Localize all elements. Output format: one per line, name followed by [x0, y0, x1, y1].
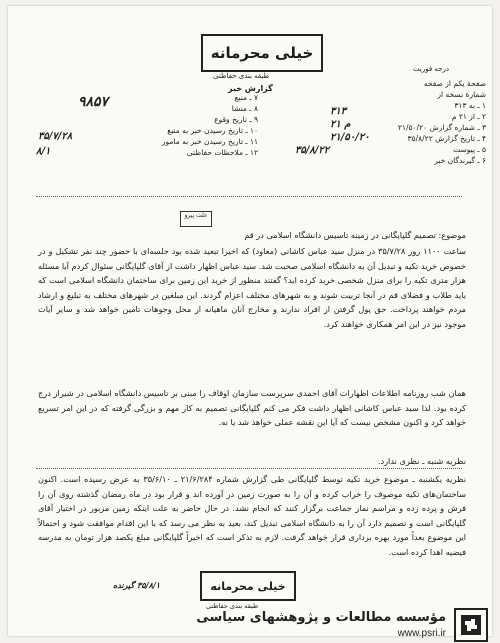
- form-field: ۱۱ ـ تاریخ رسیدن خبر به مامور: [161, 137, 258, 146]
- form-field: شمارهٔ نسخه از: [437, 90, 486, 99]
- classification-stamp-bottom: خیلی محرمانه: [200, 571, 296, 601]
- handwritten-report-number: ۲۱/۵۰/۲۰: [330, 132, 370, 143]
- handwritten-agent-date: ۸/۱: [36, 146, 51, 157]
- classification-label-bottom: طبقه بندی حفاظتی: [206, 602, 259, 610]
- institute-watermark-title: مؤسسه مطالعات و پژوهشهای سیاسی: [196, 610, 446, 625]
- form-field: ۳ ـ شماره گزارش ۲۱/۵۰/۲۰: [397, 123, 486, 132]
- handwritten-recipient: ۳۱۳: [330, 106, 347, 117]
- institute-logo-icon: [454, 608, 488, 642]
- form-field: ۴ ـ تاریخ گزارش ۳۵/۸/۲۲: [407, 134, 486, 143]
- form-field: صفحهٔ یکم از صفحه: [423, 79, 486, 88]
- handwritten-arrival-date: ۳۵/۷/۲۸: [38, 131, 73, 142]
- body-paragraph-3: نظریه یکشنبه ـ موضوع خرید تکیه توسط گلپایگانی طی گزارش شماره ۲۱/۶/۲۸۴ ـ ۳۵/۶/۱۰ به عرض رسیده است. اکنون ساختمان‌های تکیه موصوف را خراب کرده و آن را به صورت زمین در آورده اند و قرار بود در ماه رمضان گذشته روی آن را فرش و پرده زده و مراسم نماز جماعت برگزار کنند که انجام نشد. در حال حاضر به علت اینکه زمین مزبور در اختیار آقای گلپایگانی است و تصمیم دارد آن را به دانشگاه اسلامی تبدیل کند، بعید به نظر می رسد که با این اقدام موافقت شود و احتمالاً این موضوع بعداً مورد بهره برداری قرار خواهد گرفت. لازم به تذکر است که اخیراً گلپایگانی مبلغ یکصد هزار تومان به مدرسه فیضیه اهدا کرده است.: [38, 474, 466, 557]
- form-field: ۱ ـ به ۳۱۳: [454, 101, 486, 110]
- report-title: گزارش خبر: [228, 84, 273, 93]
- header-divider: [36, 196, 462, 197]
- form-field: ۱۰ ـ تاریخ رسیدن خبر به منبع: [167, 126, 258, 135]
- form-field: ۸ ـ منشا: [231, 104, 258, 113]
- classification-stamp: خیلی محرمانه: [201, 34, 323, 72]
- form-field: ۵ ـ پیوست: [453, 145, 486, 154]
- form-field: ۱۲ ـ ملاحظات حفاظتی: [186, 148, 258, 157]
- handwritten-sender: ۲۱ م: [330, 119, 351, 130]
- form-fields-left: [128, 92, 258, 158]
- form-fields-right: [370, 78, 486, 166]
- handwritten-signature-note: ۳۵/۸/۱ گیرنده: [113, 580, 161, 590]
- document-page: [8, 6, 492, 639]
- form-field: ۹ ـ تاریخ وقوع: [214, 115, 258, 124]
- opinion-line: نظریه شنبه ـ نظری ندارد.: [377, 456, 466, 466]
- form-field: ۷ ـ منبع: [234, 93, 258, 102]
- classification-label: طبقه بندی حفاظتی: [213, 72, 270, 80]
- form-field: ۲ ـ از ۲۱ م: [451, 112, 486, 121]
- reference-note-box: علت پیرو: [180, 211, 212, 227]
- handwritten-report-date: ۳۵/۸/۲۲: [295, 145, 330, 156]
- subject-line: موضوع: تصمیم گلپایگانی در زمینه تاسیس دانشگاه اسلامی در قم: [244, 230, 466, 240]
- body-paragraph-1: ساعت ۱۱۰۰ روز ۳۵/۷/۲۸ در منزل سید عباس کاشانی (معاود) که اخیرا تبعید شده بود جلسه‌ای با حضور چند نفر تشکیل و در خصوص خرید تکیه و تبدیل آن به دانشگاه اسلامی صحبت شد. سید عباس اظهار داشت از آقای گلپایگانی سئوال کردم آیا مسئله هزار متری تکیه را برای منزل شخصی خرید کرده اید؟ گفتند منظور از خرید این زمین برای ساختمان دانشگاه اسلامی است که باید طلاب و فضلای قم در آنجا تربیت شوند و به شهرهای مختلف اعزام گردند. این مبلغین در شهرهای مختلف به تبلیغ و ارشاد مردم خواهند پرداخت. حق پول گرفتن از افراد ندارند و مخارج آنان ماهیانه از محل وجوهات تامین خواهد شد و سایر آیات موجود نیز در این امر همکاری خواهند کرد.: [38, 246, 466, 329]
- form-field: ۶ ـ گیرندگان خبر: [434, 156, 486, 165]
- opinion-divider: [36, 468, 462, 469]
- institute-watermark-url: www.psri.ir: [397, 628, 446, 639]
- priority-label: درجه فوریت: [413, 65, 449, 73]
- handwritten-source-number: ۹۸۵۷: [78, 94, 109, 110]
- body-paragraph-2: همان شب روزنامه اطلاعات اظهارات آقای احمدی سرپرست سازمان اوقاف را مبنی بر تاسیس دانشگاه اسلامی در شیراز درج کرده بود. لذا سید عباس کاشانی اظهار داشت فکر می کنم گلپایگانی تصمیم به کار مهم و بزرگی گرفته که در این امر تسریع خواهد کرد و اکنون مشخص نیست که آیا این نقشه عملی خواهد شد یا نه.: [38, 388, 466, 427]
